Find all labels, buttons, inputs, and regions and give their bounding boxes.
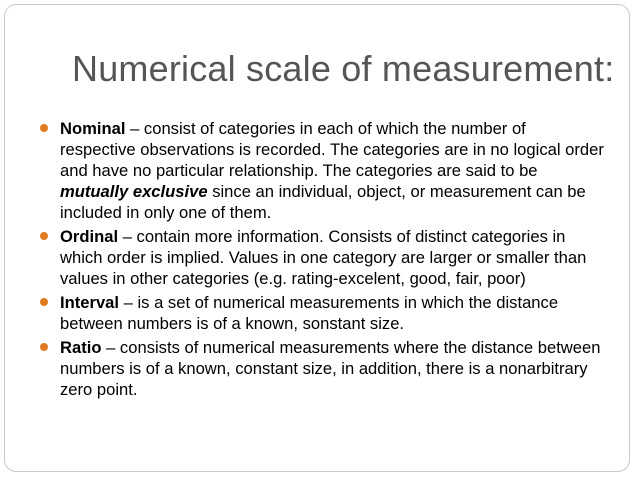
bullet-dot-icon: [40, 124, 48, 132]
emphasis-text: mutually exclusive: [60, 182, 208, 201]
definition-text: – contain more information. Consists of distinct categories in which order is implied. Values in one category are larger or smaller than values in other categories (e.g. rating-excelent, good, fair, poor): [60, 227, 587, 288]
term-nominal: Nominal: [60, 119, 126, 138]
list-item-interval: [40, 292, 606, 334]
term-ratio: Ratio: [60, 338, 102, 357]
slide-title: Numerical scale of measurement:: [72, 48, 615, 89]
bullet-list: [40, 118, 606, 403]
definition-text: – consist of categories in each of which the number of respective observations is recorded. The categories are in no logical order and have no particular relationship. The categories are said to be: [60, 119, 604, 180]
bullet-dot-icon: [40, 343, 48, 351]
list-item-ratio: [40, 337, 606, 400]
term-ordinal: Ordinal: [60, 227, 119, 246]
list-item-nominal: [40, 118, 606, 223]
bullet-dot-icon: [40, 232, 48, 240]
definition-text: – is a set of numerical measurements in which the distance between numbers is of a known, sonstant size.: [60, 293, 559, 333]
list-item-ordinal: [40, 226, 606, 289]
term-interval: Interval: [60, 293, 120, 312]
definition-text: since an individual, object, or measurement can be included in only one of them.: [60, 182, 586, 222]
definition-text: – consists of numerical measurements where the distance between numbers is of a known, constant size, in addition, there is a nonarbitrary zero point.: [60, 338, 601, 399]
bullet-dot-icon: [40, 298, 48, 306]
